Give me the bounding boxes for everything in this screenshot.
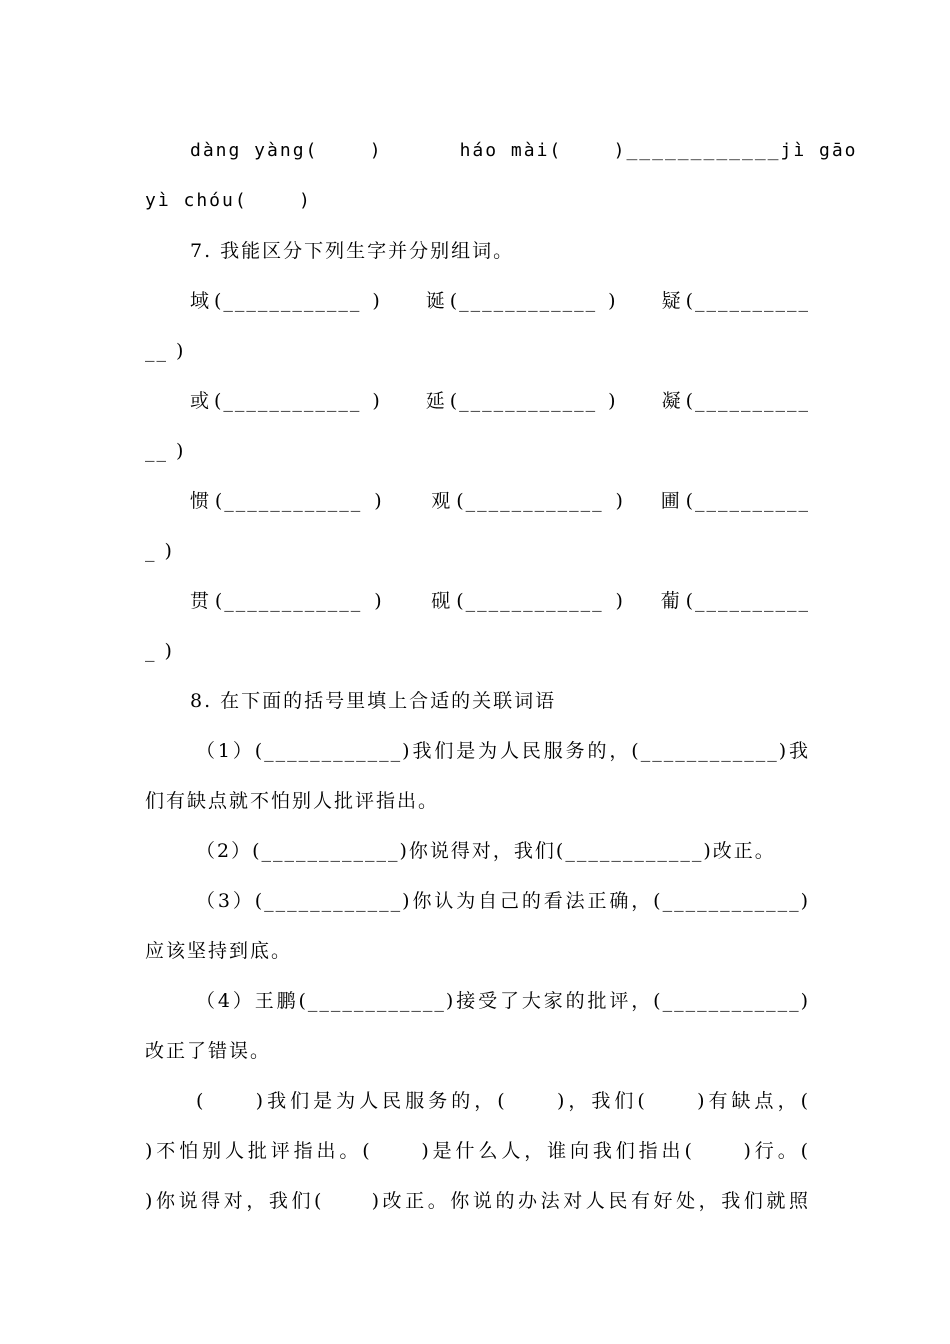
q8-item-2: （2）(____________)你说得对，我们(____________)改正。 [196, 840, 776, 862]
q7-row-2-cont: __ ) [145, 440, 186, 462]
pinyin-line-2: yì chóu( ) [145, 190, 312, 211]
q7-row-4: 贯(____________ ) 砚(____________ ) 葡(__________ [190, 590, 810, 612]
q7-row-2: 或(____________ ) 延(____________ ) 凝(__________ [190, 390, 810, 412]
q8-item-4-cont: 改正了错误。 [145, 1040, 272, 1062]
question-7-heading: 7. 我能区分下列生字并分别组词。 [190, 240, 515, 262]
q7-row-1-cont: __ ) [145, 340, 186, 362]
q8-item-3-cont: 应该坚持到底。 [145, 940, 293, 962]
q8-item-4: （4）王鹏(____________)接受了大家的批评，(____________) [196, 990, 810, 1012]
pinyin-line-1: dàng yàng( ) háo mài( )____________jì gāo [190, 140, 858, 161]
q7-row-4-cont: _ ) [145, 640, 174, 662]
question-8-heading: 8. 在下面的括号里填上合适的关联词语 [190, 690, 557, 712]
q7-row-1: 域(____________ ) 诞(____________ ) 疑(__________ [190, 290, 810, 312]
q7-row-3-cont: _ ) [145, 540, 174, 562]
q7-row-3: 惯(____________ ) 观(____________ ) 圃(__________ [190, 490, 810, 512]
q8-item-3: （3）(____________)你认为自己的看法正确，(____________) [196, 890, 810, 912]
q8-item-1-cont: 们有缺点就不怕别人批评指出。 [145, 790, 440, 812]
passage-line-2: )不怕别人批评指出。( )是什么人，谁向我们指出( )行。( [145, 1140, 810, 1162]
passage-line-3: )你说得对，我们( )改正。你说的办法对人民有好处，我们就照 [145, 1190, 810, 1212]
q8-item-1: （1）(____________)我们是为人民服务的，(____________)我 [196, 740, 810, 762]
passage-line-1: ( )我们是为人民服务的，( )，我们( )有缺点，( [196, 1090, 810, 1112]
